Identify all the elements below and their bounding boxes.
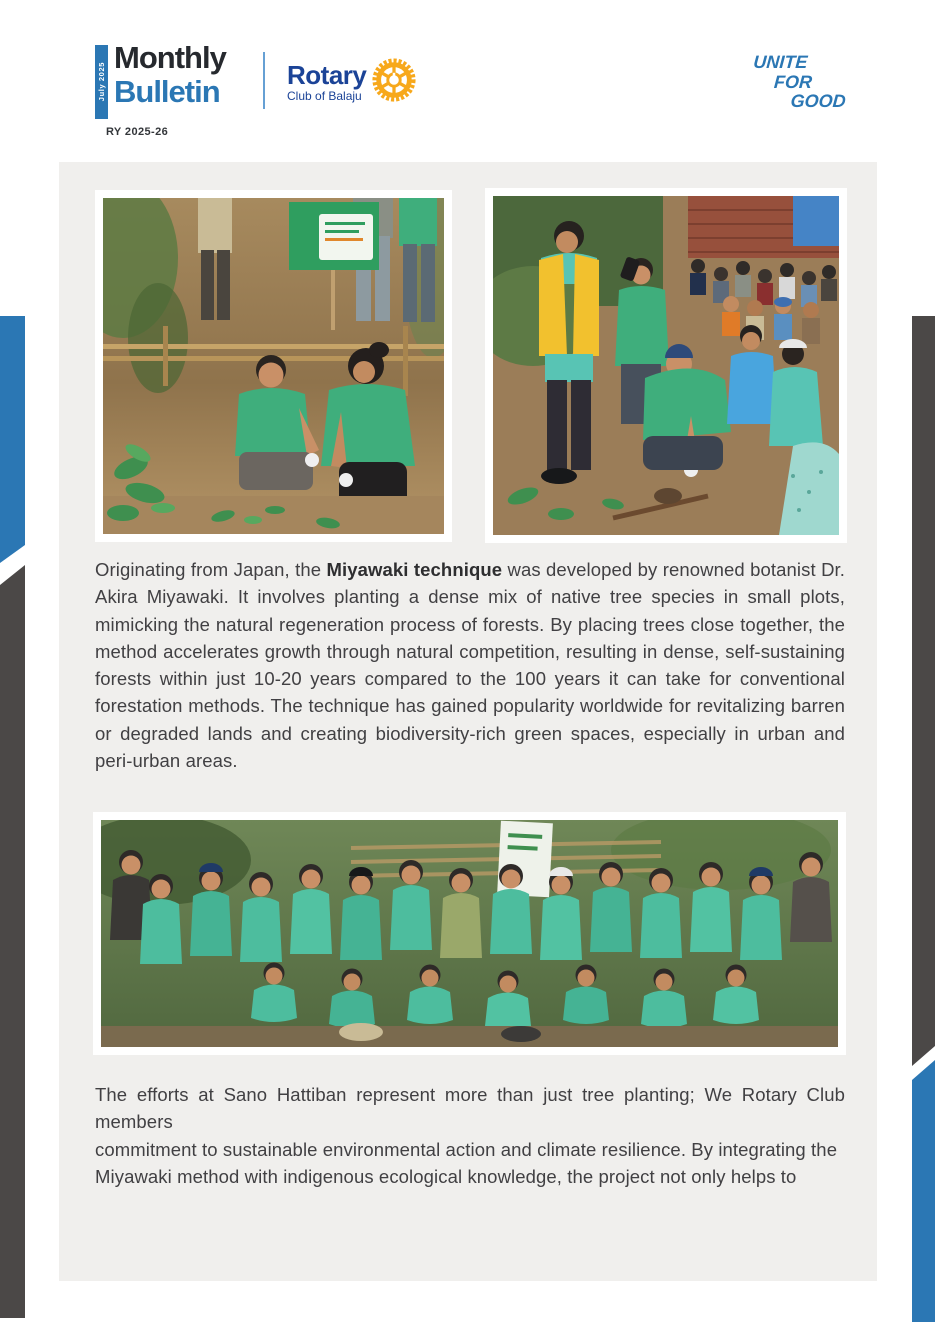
bulletin-masthead [114,41,226,109]
header-divider [263,52,265,109]
para2-line2: commitment to sustainable environmental action and climate resilience. By integrating the [95,1138,838,1160]
para2-line1: The efforts at Sano Hattiban represent more than just tree planting; We Rotary Club members [95,1084,845,1133]
left-blue-edge-band [0,316,25,563]
unite-for-good-tagline [750,53,849,112]
photo-volunteers-planting [95,190,452,542]
article-paragraph-miyawaki [95,556,845,774]
para1-post: was developed by renowned botanist Dr. Akira Miyawaki. It involves planting a dense mix of native tree species in small plots, mimicking the natural regeneration process of forests. By placing trees close together, the method accelerates growth through natural competition, resulting in dense, self-sustaining forests within just 10-20 years compared to the 100 years it can take for conventional forestation methods. The technique has gained popularity worldwide for revitalizing barren or degraded lands and creating biodiversity-rich green spaces, especially in urban and peri-urban areas. [95,559,846,772]
rotary-year-label: RY 2025-26 [106,126,169,138]
edition-date-label: July 2025 [97,62,106,102]
masthead-line2: Bulletin [114,74,220,109]
photo-crowd-planting [485,188,847,543]
rotary-club-name: Club of Balaju [287,89,362,103]
left-dark-edge-band [0,565,25,1318]
tagline-line2: FOR [773,71,813,92]
photo-group-volunteers [93,812,846,1055]
right-dark-edge-band [912,316,935,1066]
right-blue-edge-band [912,1060,935,1322]
para1-pre: Originating from Japan, the [95,559,327,580]
para2-line3: Miyawaki method with indigenous ecological knowledge, the project not only helps to [95,1165,797,1187]
para1-bold-phrase: Miyawaki technique [326,559,503,580]
article-paragraph-sano-hattiban [95,1081,845,1190]
edition-date-band [95,45,108,119]
rotary-brand-label: Rotary [287,60,367,90]
masthead-line1: Monthly [114,40,226,75]
tagline-line3: GOOD [789,91,847,111]
tagline-line1: UNITE [752,52,809,72]
rotary-club-logo [287,57,417,108]
rotary-wheel-icon [371,57,417,108]
